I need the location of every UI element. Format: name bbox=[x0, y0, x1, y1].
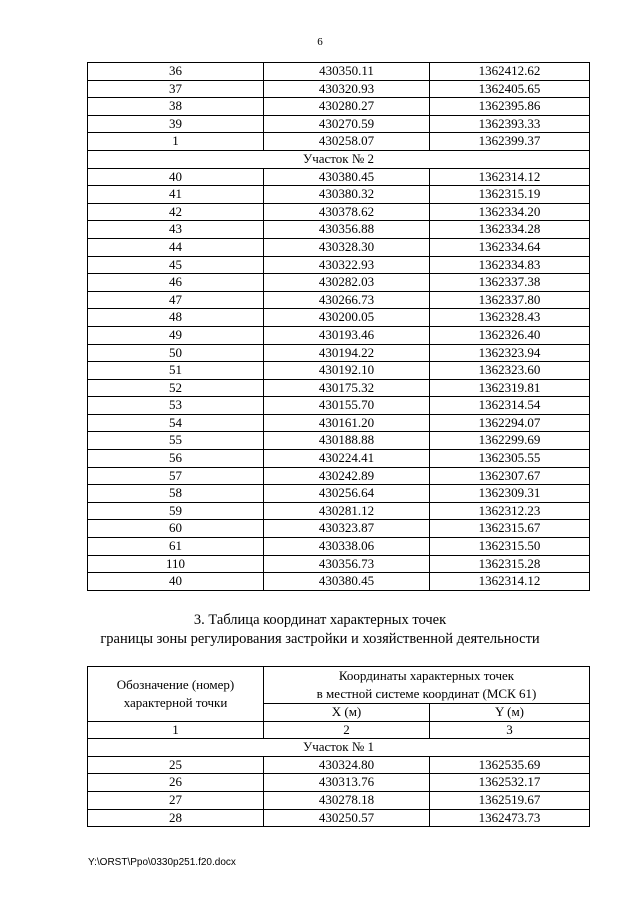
y-coordinate-cell: 1362314.12 bbox=[430, 168, 590, 186]
x-coordinate-cell: 430380.32 bbox=[264, 186, 430, 204]
header-coords-line2: в местной системе координат (МСК 61) bbox=[316, 686, 537, 701]
y-coordinate-cell: 1362315.28 bbox=[430, 555, 590, 573]
x-coordinate-cell: 430356.88 bbox=[264, 221, 430, 239]
point-number-cell: 38 bbox=[88, 98, 264, 116]
x-coordinate-cell: 430322.93 bbox=[264, 256, 430, 274]
point-number-cell: 47 bbox=[88, 291, 264, 309]
x-coordinate-cell: 430155.70 bbox=[264, 397, 430, 415]
x-coordinate-cell: 430194.22 bbox=[264, 344, 430, 362]
point-number-cell: 61 bbox=[88, 538, 264, 556]
point-number-cell: 1 bbox=[88, 133, 264, 151]
point-number-cell: 25 bbox=[88, 756, 264, 774]
point-number-cell: 36 bbox=[88, 63, 264, 81]
y-coordinate-cell: 1362314.54 bbox=[430, 397, 590, 415]
table-row bbox=[88, 432, 590, 450]
table-row bbox=[88, 203, 590, 221]
y-coordinate-cell: 1362326.40 bbox=[430, 326, 590, 344]
y-coordinate-cell: 1362473.73 bbox=[430, 809, 590, 827]
table-row bbox=[88, 379, 590, 397]
file-path-footer: Y:\ORST\Ppo\0330p251.f20.docx bbox=[88, 857, 236, 868]
y-coordinate-cell: 1362323.94 bbox=[430, 344, 590, 362]
point-number-cell: 59 bbox=[88, 502, 264, 520]
point-number-cell: 27 bbox=[88, 791, 264, 809]
y-coordinate-cell: 1362315.19 bbox=[430, 186, 590, 204]
x-coordinate-cell: 430380.45 bbox=[264, 168, 430, 186]
table-row bbox=[88, 115, 590, 133]
y-coordinate-cell: 1362299.69 bbox=[430, 432, 590, 450]
x-coordinate-cell: 430256.64 bbox=[264, 485, 430, 503]
point-number-cell: 41 bbox=[88, 186, 264, 204]
table-row bbox=[88, 186, 590, 204]
x-coordinate-cell: 430193.46 bbox=[264, 326, 430, 344]
x-coordinate-cell: 430280.27 bbox=[264, 98, 430, 116]
y-coordinate-cell: 1362412.62 bbox=[430, 63, 590, 81]
table-row bbox=[88, 502, 590, 520]
y-coordinate-cell: 1362323.60 bbox=[430, 362, 590, 380]
y-coordinate-cell: 1362395.86 bbox=[430, 98, 590, 116]
table-row bbox=[88, 291, 590, 309]
y-coordinate-cell: 1362334.28 bbox=[430, 221, 590, 239]
point-number-cell: 58 bbox=[88, 485, 264, 503]
y-coordinate-cell: 1362334.64 bbox=[430, 238, 590, 256]
y-coordinate-cell: 1362337.80 bbox=[430, 291, 590, 309]
y-coordinate-cell: 1362328.43 bbox=[430, 309, 590, 327]
table-row bbox=[88, 555, 590, 573]
point-number-cell: 40 bbox=[88, 573, 264, 591]
table-row bbox=[88, 467, 590, 485]
table-row bbox=[88, 774, 590, 792]
table-row bbox=[88, 414, 590, 432]
point-number-cell: 60 bbox=[88, 520, 264, 538]
column-numbers-row bbox=[88, 721, 590, 739]
x-coordinate-cell: 430350.11 bbox=[264, 63, 430, 81]
table-row bbox=[88, 326, 590, 344]
header-row bbox=[88, 667, 590, 704]
point-number-cell: 110 bbox=[88, 555, 264, 573]
y-coordinate-cell: 1362312.23 bbox=[430, 502, 590, 520]
x-coordinate-cell: 430266.73 bbox=[264, 291, 430, 309]
point-number-cell: 49 bbox=[88, 326, 264, 344]
y-coordinate-cell: 1362334.83 bbox=[430, 256, 590, 274]
table-row bbox=[88, 520, 590, 538]
table-row bbox=[88, 538, 590, 556]
section-label: Участок № 1 bbox=[88, 739, 590, 757]
table-row bbox=[88, 344, 590, 362]
point-number-cell: 48 bbox=[88, 309, 264, 327]
col-num-2: 2 bbox=[264, 721, 430, 739]
x-coordinate-cell: 430356.73 bbox=[264, 555, 430, 573]
x-coordinate-cell: 430324.80 bbox=[264, 756, 430, 774]
point-number-cell: 26 bbox=[88, 774, 264, 792]
table-row bbox=[88, 80, 590, 98]
point-number-cell: 44 bbox=[88, 238, 264, 256]
x-coordinate-cell: 430282.03 bbox=[264, 274, 430, 292]
section-label: Участок № 2 bbox=[88, 150, 590, 168]
section-row bbox=[88, 739, 590, 757]
x-coordinate-cell: 430281.12 bbox=[264, 502, 430, 520]
x-coordinate-cell: 430224.41 bbox=[264, 450, 430, 468]
point-number-cell: 50 bbox=[88, 344, 264, 362]
table-caption-line-1: 3. Таблица координат характерных точек bbox=[193, 612, 447, 628]
col-num-1: 1 bbox=[88, 721, 264, 739]
table-row bbox=[88, 238, 590, 256]
header-x: X (м) bbox=[264, 704, 430, 722]
x-coordinate-cell: 430278.18 bbox=[264, 791, 430, 809]
y-coordinate-cell: 1362307.67 bbox=[430, 467, 590, 485]
table-row bbox=[88, 274, 590, 292]
x-coordinate-cell: 430161.20 bbox=[264, 414, 430, 432]
y-coordinate-cell: 1362535.69 bbox=[430, 756, 590, 774]
header-point-line1: Обозначение (номер) bbox=[116, 676, 235, 692]
x-coordinate-cell: 430258.07 bbox=[264, 133, 430, 151]
x-coordinate-cell: 430250.57 bbox=[264, 809, 430, 827]
x-coordinate-cell: 430313.76 bbox=[264, 774, 430, 792]
y-coordinate-cell: 1362519.67 bbox=[430, 791, 590, 809]
point-number-cell: 51 bbox=[88, 362, 264, 380]
table-row bbox=[88, 168, 590, 186]
table-caption-line-2: границы зоны регулирования застройки и хозяйственной деятельности bbox=[100, 631, 540, 647]
y-coordinate-cell: 1362532.17 bbox=[430, 774, 590, 792]
x-coordinate-cell: 430320.93 bbox=[264, 80, 430, 98]
x-coordinate-cell: 430323.87 bbox=[264, 520, 430, 538]
point-number-cell: 28 bbox=[88, 809, 264, 827]
x-coordinate-cell: 430192.10 bbox=[264, 362, 430, 380]
point-number-cell: 40 bbox=[88, 168, 264, 186]
table-row bbox=[88, 450, 590, 468]
table-row bbox=[88, 756, 590, 774]
point-number-cell: 43 bbox=[88, 221, 264, 239]
x-coordinate-cell: 430338.06 bbox=[264, 538, 430, 556]
header-coords-line1: Координаты характерных точек bbox=[338, 668, 515, 683]
header-point-cell bbox=[88, 667, 264, 722]
y-coordinate-cell: 1362393.33 bbox=[430, 115, 590, 133]
point-number-cell: 54 bbox=[88, 414, 264, 432]
page-number: 6 bbox=[317, 36, 323, 48]
table-row bbox=[88, 485, 590, 503]
y-coordinate-cell: 1362337.38 bbox=[430, 274, 590, 292]
y-coordinate-cell: 1362309.31 bbox=[430, 485, 590, 503]
x-coordinate-cell: 430242.89 bbox=[264, 467, 430, 485]
y-coordinate-cell: 1362399.37 bbox=[430, 133, 590, 151]
header-point-line2: характерной точки bbox=[123, 694, 228, 710]
y-coordinate-cell: 1362319.81 bbox=[430, 379, 590, 397]
y-coordinate-cell: 1362305.55 bbox=[430, 450, 590, 468]
y-coordinate-cell: 1362334.20 bbox=[430, 203, 590, 221]
table-row bbox=[88, 309, 590, 327]
table-row bbox=[88, 63, 590, 81]
table-row bbox=[88, 791, 590, 809]
table-row bbox=[88, 397, 590, 415]
header-coords-cell bbox=[264, 667, 590, 704]
point-number-cell: 57 bbox=[88, 467, 264, 485]
point-number-cell: 42 bbox=[88, 203, 264, 221]
table-row bbox=[88, 573, 590, 591]
coordinates-table-continued bbox=[87, 62, 590, 591]
point-number-cell: 39 bbox=[88, 115, 264, 133]
table-row bbox=[88, 98, 590, 116]
table-row bbox=[88, 362, 590, 380]
point-number-cell: 45 bbox=[88, 256, 264, 274]
point-number-cell: 53 bbox=[88, 397, 264, 415]
x-coordinate-cell: 430380.45 bbox=[264, 573, 430, 591]
y-coordinate-cell: 1362405.65 bbox=[430, 80, 590, 98]
x-coordinate-cell: 430200.05 bbox=[264, 309, 430, 327]
point-number-cell: 52 bbox=[88, 379, 264, 397]
table-row bbox=[88, 809, 590, 827]
table-row bbox=[88, 133, 590, 151]
x-coordinate-cell: 430328.30 bbox=[264, 238, 430, 256]
point-number-cell: 56 bbox=[88, 450, 264, 468]
table-row bbox=[88, 256, 590, 274]
y-coordinate-cell: 1362314.12 bbox=[430, 573, 590, 591]
y-coordinate-cell: 1362294.07 bbox=[430, 414, 590, 432]
table-row bbox=[88, 221, 590, 239]
point-number-cell: 55 bbox=[88, 432, 264, 450]
x-coordinate-cell: 430270.59 bbox=[264, 115, 430, 133]
point-number-cell: 37 bbox=[88, 80, 264, 98]
header-y: Y (м) bbox=[430, 704, 590, 722]
x-coordinate-cell: 430175.32 bbox=[264, 379, 430, 397]
y-coordinate-cell: 1362315.50 bbox=[430, 538, 590, 556]
x-coordinate-cell: 430188.88 bbox=[264, 432, 430, 450]
col-num-3: 3 bbox=[430, 721, 590, 739]
x-coordinate-cell: 430378.62 bbox=[264, 203, 430, 221]
zone-coordinates-table bbox=[87, 666, 590, 827]
point-number-cell: 46 bbox=[88, 274, 264, 292]
section-row bbox=[88, 150, 590, 168]
y-coordinate-cell: 1362315.67 bbox=[430, 520, 590, 538]
